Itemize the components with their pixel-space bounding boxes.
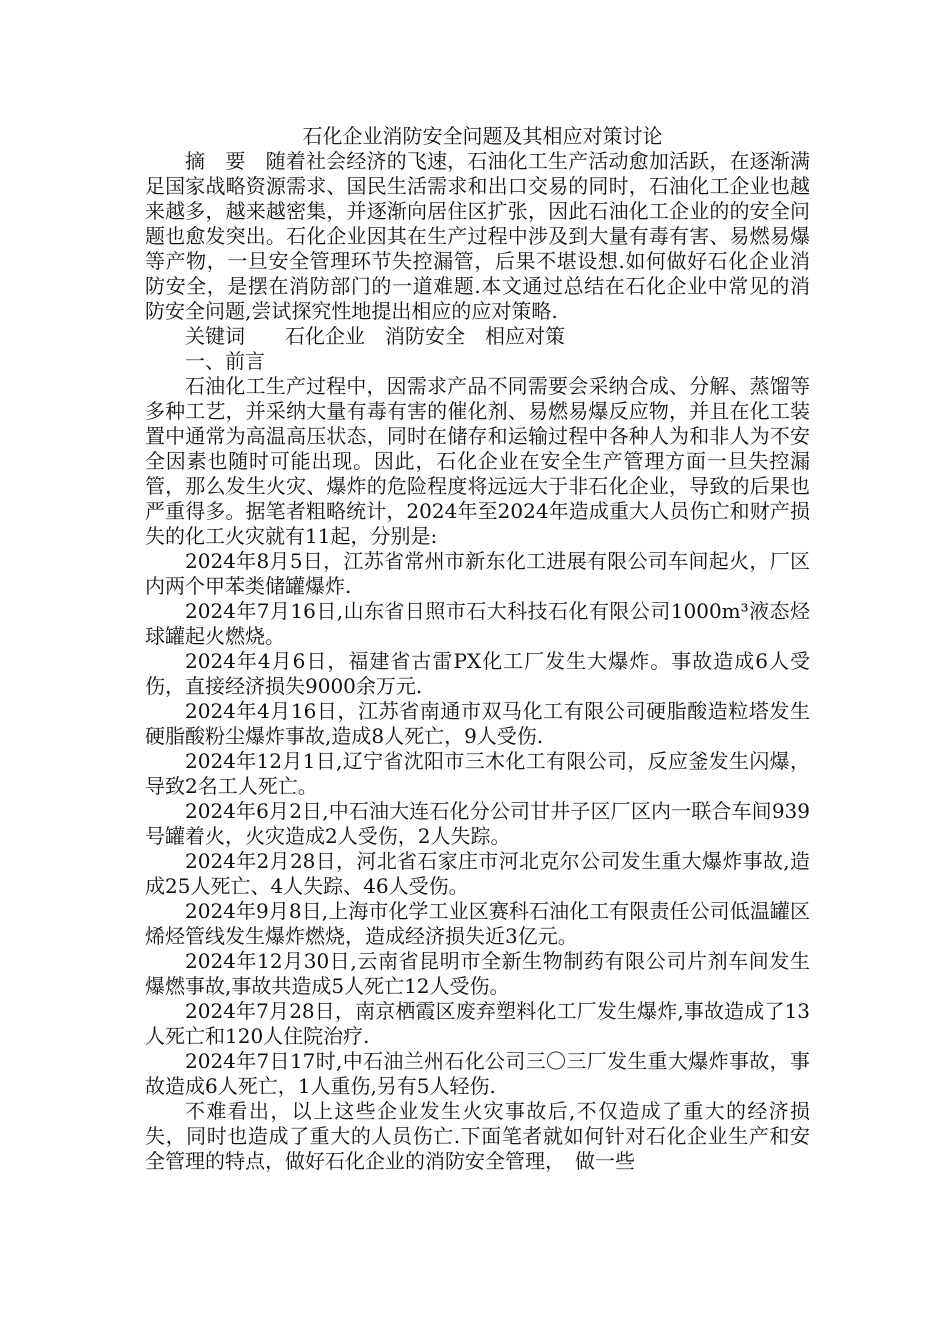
paragraph: 不难看出，以上这些企业发生火灾事故后,不仅造成了重大的经济损失，同时也造成了重大的人员伤亡.下面笔者就如何针对石化企业生产和安全管理的特点，做好石化企业的消防安全管理， 做一些 xyxy=(145,1099,810,1173)
document-title: 石化企业消防安全问题及其相应对策讨论 xyxy=(302,124,663,148)
paragraph: 2024年8月5日，江苏省常州市新东化工进展有限公司车间起火，厂区内两个甲苯类储罐爆炸. xyxy=(145,549,810,598)
paragraph: 2024年7日17时,中石油兰州石化公司三〇三厂发生重大爆炸事故，事故造成6人死亡，1人重伤,另有5人轻伤. xyxy=(145,1049,810,1098)
keyword: 消防安全 xyxy=(385,324,465,348)
keywords-label: 关键词 xyxy=(185,324,245,348)
paragraph: 2024年2月28日，河北省石家庄市河北克尔公司发生重大爆炸事故,造成25人死亡、4人失踪、46人受伤。 xyxy=(145,849,810,898)
keywords-line xyxy=(145,324,810,349)
paragraph: 2024年7月16日,山东省日照市石大科技石化有限公司1000m³液态烃球罐起火燃烧。 xyxy=(145,599,810,648)
keyword: 相应对策 xyxy=(485,324,565,348)
keyword: 石化企业 xyxy=(285,324,365,348)
section-heading: 一、前言 xyxy=(185,349,265,373)
paragraph: 2024年12月1日,辽宁省沈阳市三木化工有限公司，反应釜发生闪爆，导致2名工人死亡。 xyxy=(145,749,810,798)
paragraph: 2024年6月2日,中石油大连石化分公司甘井子区厂区内一联合车间939号罐着火，火灾造成2人受伤，2人失踪。 xyxy=(145,799,810,848)
paragraph: 2024年12月30日,云南省昆明市全新生物制药有限公司片剂车间发生爆燃事故,事故共造成5人死亡12人受伤。 xyxy=(145,949,810,998)
paragraph: 2024年9月8日,上海市化学工业区赛科石油化工有限责任公司低温罐区烯烃管线发生爆炸燃烧，造成经济损失近3亿元。 xyxy=(145,899,810,948)
paragraph: 石油化工生产过程中，因需求产品不同需要会采纳合成、分解、蒸馏等多种工艺，并采纳大量有毒有害的催化剂、易燃易爆反应物，并且在化工装置中通常为高温高压状态，同时在储存和运输过程中各种人为和非人为不安全因素也随时可能出现。因此，石化企业在安全生产管理方面一旦失控漏管，那么发生火灾、爆炸的危险程度将远远大于非石化企业，导致的后果也严重得多。据笔者粗略统计，2024年至2024年造成重大人员伤亡和财产损失的化工火灾就有11起，分别是: xyxy=(145,374,810,548)
paragraph: 2024年4月16日，江苏省南通市双马化工有限公司硬脂酸造粒塔发生硬脂酸粉尘爆炸事故,造成8人死亡，9人受伤. xyxy=(145,699,810,748)
abstract-label: 摘 要 xyxy=(185,149,246,173)
abstract-text: 随着社会经济的飞速，石油化工生产活动愈加活跃，在逐渐满足国家战略资源需求、国民生活需求和出口交易的同时，石油化工企业也越来越多，越来越密集，并逐渐向居住区扩张，因此石油化工企业的的安全问题也愈发突出。石化企业因其在生产过程中涉及到大量有毒有害、易燃易爆等产物，一旦安全管理环节失控漏管，后果不堪设想.如何做好石化企业消防安全，是摆在消防部门的一道难题.本文通过总结在石化企业中常见的消防安全问题,尝试探究性地提出相应的应对策略. xyxy=(145,149,810,323)
document-body xyxy=(145,124,810,1174)
abstract xyxy=(145,149,810,324)
paragraph: 2024年7月28日，南京栖霞区废弃塑料化工厂发生爆炸,事故造成了13人死亡和120人住院治疗. xyxy=(145,999,810,1048)
paragraph: 2024年4月6日，福建省古雷PX化工厂发生大爆炸。事故造成6人受伤，直接经济损失9000余万元. xyxy=(145,649,810,698)
